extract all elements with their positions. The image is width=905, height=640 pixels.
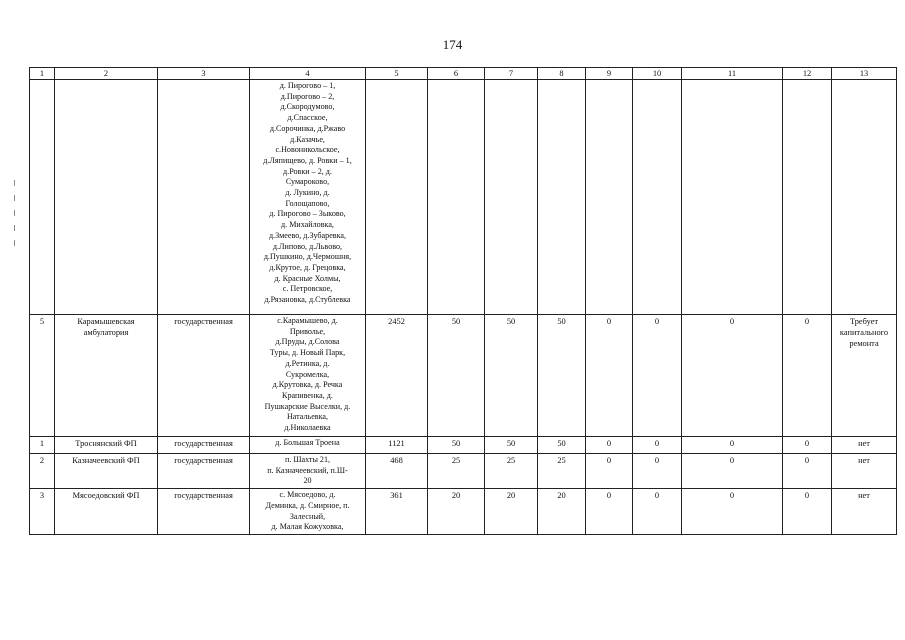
table-cell: государственная [158, 315, 250, 437]
table-cell: государственная [158, 454, 250, 489]
table-cell [158, 80, 250, 315]
table-cell: с. Мясоедово, д. Деминка, д. Смирное, п. Залесный, д. Малая Кожуховка, [250, 489, 366, 535]
table-cell: Казначеевский ФП [55, 454, 158, 489]
table-cell [586, 80, 633, 315]
table-cell: с.Карамышево, д. Приволье, д.Пруды, д.Солова Туры, д. Новый Парк, д.Ретинка, д. Сукромелка, д.Крутовка, д. Речка Крапивенка, д. Пушкарские Выселки, д. Натальевка, д.Николаевка [250, 315, 366, 437]
table-cell: 2452 [366, 315, 428, 437]
page-number: 174 [442, 37, 463, 52]
table-cell: 1 [30, 437, 55, 454]
table-row [30, 315, 897, 437]
column-header: 11 [682, 68, 783, 80]
table-cell: 50 [538, 315, 586, 437]
column-header: 8 [538, 68, 586, 80]
table-cell: 0 [682, 437, 783, 454]
table-cell [30, 80, 55, 315]
table-row [30, 454, 897, 489]
table-cell: 20 [485, 489, 538, 535]
column-header: 2 [55, 68, 158, 80]
table-cell [485, 80, 538, 315]
table-cell [783, 80, 832, 315]
table-cell: 1121 [366, 437, 428, 454]
table-cell: 0 [633, 454, 682, 489]
table-cell: 0 [682, 315, 783, 437]
table-cell [682, 80, 783, 315]
table-cell: 3 [30, 489, 55, 535]
column-header: 12 [783, 68, 832, 80]
table-cell: Требует капитального ремонта [832, 315, 897, 437]
table-cell: 0 [633, 437, 682, 454]
table-cell: нет [832, 454, 897, 489]
facilities-table [29, 67, 897, 535]
table-cell: 0 [682, 489, 783, 535]
table-cell: 0 [633, 489, 682, 535]
table-cell: 2 [30, 454, 55, 489]
table-cell: 0 [783, 437, 832, 454]
table-cell: 0 [586, 437, 633, 454]
column-header: 7 [485, 68, 538, 80]
column-header: 5 [366, 68, 428, 80]
table-cell: 50 [485, 315, 538, 437]
table-cell [633, 80, 682, 315]
table-row [30, 80, 897, 315]
table-cell: 25 [538, 454, 586, 489]
table-cell: 0 [682, 454, 783, 489]
column-header: 6 [428, 68, 485, 80]
scan-edge-marks [14, 180, 16, 255]
column-header: 1 [30, 68, 55, 80]
table-cell: 0 [586, 454, 633, 489]
table-cell: 20 [428, 489, 485, 535]
table-cell [538, 80, 586, 315]
table-cell [366, 80, 428, 315]
table-cell: 0 [586, 315, 633, 437]
table-cell [55, 80, 158, 315]
table-cell: 50 [538, 437, 586, 454]
table-cell: государственная [158, 437, 250, 454]
table-cell: Карамышевская амбулатория [55, 315, 158, 437]
table-cell: нет [832, 489, 897, 535]
table-cell: 0 [783, 454, 832, 489]
column-header: 13 [832, 68, 897, 80]
column-header: 10 [633, 68, 682, 80]
table-cell: 0 [783, 489, 832, 535]
table-cell: 25 [485, 454, 538, 489]
column-header: 3 [158, 68, 250, 80]
table-cell: нет [832, 437, 897, 454]
table-cell: 361 [366, 489, 428, 535]
table-cell [832, 80, 897, 315]
table-cell: Троснянский ФП [55, 437, 158, 454]
table-cell: 468 [366, 454, 428, 489]
table-row [30, 489, 897, 535]
table-cell: 50 [428, 437, 485, 454]
table-cell: д. Большая Троена [250, 437, 366, 454]
column-number-row [30, 68, 897, 80]
table-cell: 0 [783, 315, 832, 437]
table-cell: 0 [586, 489, 633, 535]
table-cell: 25 [428, 454, 485, 489]
column-header: 4 [250, 68, 366, 80]
table-cell: государственная [158, 489, 250, 535]
table-cell: Мясоедовский ФП [55, 489, 158, 535]
table-row [30, 437, 897, 454]
column-header: 9 [586, 68, 633, 80]
table-cell: 20 [538, 489, 586, 535]
table-cell: 50 [428, 315, 485, 437]
table-cell: п. Шахты 21, п. Казначеевский, п.Ш- 20 [250, 454, 366, 489]
table-cell: 0 [633, 315, 682, 437]
table-cell: д. Пирогово – 1, д.Пирогово – 2, д.Скородумово, д.Спасское, д.Сорочинка, д.Ржаво д.Казачье, с.Новоникольское, д.Ляпищево, д. Ровки – 1, д.Ровки – 2, д. Сумароково, д. Лукино, д. Голощапово, д. Пирогово – Зыково, д. Михайловка, д.Змеево, д.Зубаревка, д.Липово, д.Львово, д.Пушкино, д.Чермошня, д.Крутое, д. Грецовка, д. Красные Холмы, с. Петровское, д.Рязановка, д.Стублевка [250, 80, 366, 315]
table-cell: 5 [30, 315, 55, 437]
table-cell [428, 80, 485, 315]
table-cell: 50 [485, 437, 538, 454]
